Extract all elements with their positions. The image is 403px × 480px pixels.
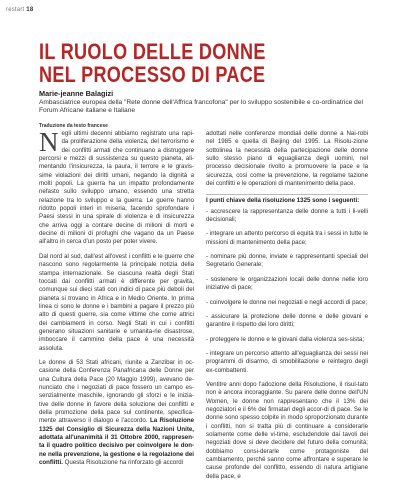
key-point-item: - assicurare la protezione delle donne e delle giovani e garantire il rispetto dei loro diritti;: [206, 312, 368, 329]
title-line-2: NEL PROCESSO DI PACE: [39, 62, 266, 87]
article-title: [39, 40, 369, 86]
running-head: [6, 7, 33, 13]
key-point-item: - nominare più donne, inviate e rappresentanti speciali del Segretario Generale;: [206, 253, 368, 269]
key-point-item: - integrare un attento percorso di equità tra i sessi in tutte le missioni di mantenimento della pace;: [206, 230, 368, 246]
key-point-item: - integrare un percorso attento all'eguaglianza dei sessi nei programmi di disarmo, di smobilitazione e reintegro degli ex-combattenti.: [206, 349, 368, 374]
key-point-item: - coinvolgere le donne nei negoziati e negli accordi di pace;: [206, 298, 368, 306]
right-paragraph-2: Ventitre anni dopo l'adozione della Risoluzione, il risul-tato non è ancora incoraggiante. Su parere delle donne dell'UN Women, le donne non rappresentano che il 13% dei negoziatori e il 6% dei firmatari degli accor-di di pace. Se le donne sono spesso colpite in modo sproporzionato durante i conflitti, non si tratta più di continuare a considerarle solamente come delle vi-time, escludendole dai tavoli dei negoziati dove si deve decidere del futuro della comunità; dobbiamo consi-derarle come protagoniste del cambiamento, perché sanno come affrontare e superare le cause profonde del conflitto, essendo di natura artigiane della pace, e: [206, 380, 368, 480]
key-point-item: - sostenere le organizzazioni locali delle donne nelle loro iniziative di pace;: [206, 275, 368, 292]
title-line-1: IL RUOLO DELLE DONNE: [39, 39, 266, 64]
section-name: restart: [6, 7, 25, 13]
drop-cap: N: [39, 127, 59, 157]
page-number: 18: [26, 7, 34, 13]
translation-note: Traduzione da testo francese: [39, 123, 108, 129]
key-points-list: [206, 208, 368, 375]
author-role: Ambasciatrice europea della "Rete donne dell'Affrica francofona" per lo sviluppo sostenibile e co-ordinatrice del Forum Africane italiane e Italiane: [39, 99, 363, 115]
paragraph-3: [39, 359, 194, 467]
resolution-highlight: La Risoluzione 1325 del Consiglio di Sicurezza della Nazioni Unite, adottata all'unanimità il 31 Ottobre 2000, rappresen-ta il quadro politico decisivo per coinvolgere le don-ne nella prevenzione, la gestione e la regolazione dei conflitti.: [39, 417, 194, 467]
key-point-item: - proteggere le donne e le giovani dalla violenza ses-sista;: [206, 335, 365, 343]
key-points-title: I punti chiave della risoluzione 1325 sono i seguenti:: [206, 197, 360, 205]
paragraph-1: [39, 127, 194, 247]
paragraph-2: Dal nord al sud, dall'est all'ovest i conflitti e le guerre che nascono sono regolarmente la principale notizia della stampa internazionale. Se ciascuna realtà degli Stati toccati dai conflitti armati è differente per gravità, comunque sui dieci stati con indici di pace più deboli del pianeta si trovano in Africa e in Medio Oriente. In prima linea ci sono le donne e i bambini a pagare il prezzo più alto di questi guerre, sia come vittime che come attrici dei cambiamenti in corso. Negli Stati in cui i conflitti generano situazioni sanitarie e umanita-rie disastrose, imboccare il cammino della pace è una necessità assoluta.: [39, 252, 194, 352]
key-points-box: [206, 194, 368, 375]
right-column: [206, 130, 368, 480]
paragraph-3-tail: Questa Risoluzione ha rinforzato gli accordi: [62, 459, 184, 467]
author-name: Marie-jeanne Balagizi: [39, 89, 114, 98]
paragraph-3-text: Le donne di 53 Stati africani, riunite a Zanzibar in oc-casione della Conferenza Panafricana delle Donne per una Cultura della Pace (20 Maggio 1999), avevano de-nunciato che i negoziati di pace fossero un campo es-senzialmente maschile, ignorando gli sforzi e le inizia-tive delle donne in favore della soluzione dei conflitti e della promozione della pace sul continente, specifica-mente attraverso il dialogo e l'accordo.: [39, 358, 194, 425]
left-column: [39, 127, 194, 473]
key-point-item: - accrescere la rappresentanza delle donne a tutti i li-velli decisionali;: [206, 207, 368, 224]
paragraph-1-text: egli ultimi decenni abbiamo registrato una rapi-da proliferazione della violenza, del terrorismo e dei conflitti armati che continuano a distruggere percorsi e mezzi di sussistenza su questo pianeta, ali-mentando l'insicurezza, la paura, il terrore e le gravis-sime violazioni dei diritti umani, negando la dignità a molti popoli. La guerra ha un impatto profondamente nefasto sullo sviluppo umano, essendo una stretta relazione tra lo sviluppo e la guerra. Le guerre hanno ridotto popoli interi in miseria, facendo sprofondare i Paesi stessi in una spirale di violenza e di insicurezza che arriva oggi a contare decine di milioni di morti e decine di milioni di profughi che vagano da un Paese all'altro in cerca d'un posto per poter vivere.: [39, 130, 194, 246]
right-paragraph-1: adottati nelle conferenze mondiali delle donne a Nai-robi nel 1985 e quella di Beijing del 1995. La Risolu-zione sottolinea la necessità della partecipazione delle donne sullo stesso piano di eguaglianza degli uomini, nel processo decisionale rivolto a promuovere la pace e la sicurezza, così come la prevenzione, la regolame tazione dei conflitti e le operazioni di mantenimento della pace.: [206, 130, 368, 188]
